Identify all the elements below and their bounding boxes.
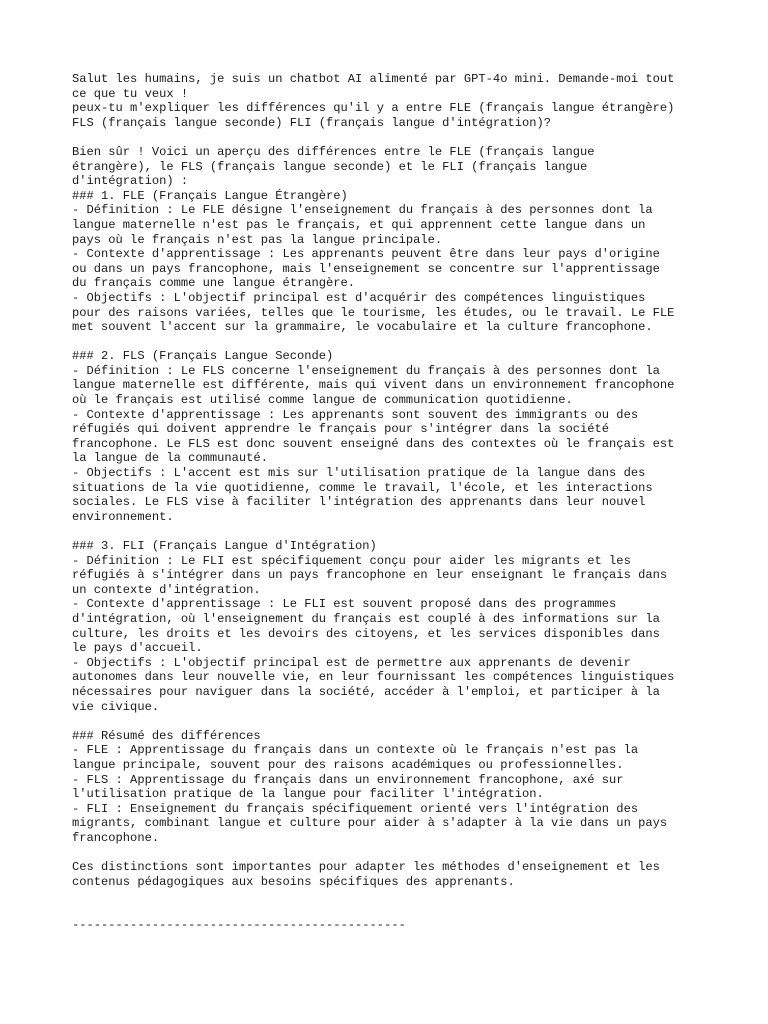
text-line: d'intégration, où l'enseignement du français est couplé à des informations sur la [72, 611, 660, 626]
text-line: ce que tu veux ! [72, 86, 189, 101]
summary-section [72, 729, 712, 846]
text-line: met souvent l'accent sur la grammaire, le vocabulaire et la culture francophone. [72, 320, 653, 335]
text-line: Bien sûr ! Voici un aperçu des différences entre le FLE (français langue [72, 144, 595, 159]
text-line: - Objectifs : L'accent est mis sur l'utilisation pratique de la langue dans des [72, 466, 646, 481]
text-line: vie civique. [72, 699, 160, 714]
document-body [72, 72, 712, 933]
text-line: - Définition : Le FLI est spécifiquement conçu pour aider les migrants et les [72, 553, 631, 568]
text-line: FLS (français langue seconde) FLI (français langue d'intégration)? [72, 115, 551, 130]
section-heading: ### 3. FLI (Français Langue d'Intégration) [72, 539, 377, 553]
text-line: nécessaires pour naviguer dans la société, accéder à l'emploi, et participer à la [72, 684, 660, 699]
text-line: autonomes dans leur nouvelle vie, en leur fournissant les compétences linguistiques [72, 670, 675, 685]
text-line: contenus pédagogiques aux besoins spécifiques des apprenants. [72, 874, 515, 889]
text-line: le pays d'accueil. [72, 641, 203, 656]
text-line: francophone. Le FLS est donc souvent enseigné dans des contextes où le français est [72, 436, 675, 451]
conclusion-paragraph [72, 860, 712, 889]
text-line: - Contexte d'apprentissage : Le FLI est souvent proposé dans des programmes [72, 597, 617, 612]
intro-paragraph [72, 72, 712, 130]
text-line: sociales. Le FLS vise à faciliter l'intégration des apprenants dans leur nouvel [72, 495, 646, 510]
text-line: peux-tu m'expliquer les différences qu'il y a entre FLE (français langue étrangère) [72, 101, 675, 116]
text-line: pays où le français n'est pas la langue principale. [72, 232, 443, 247]
text-line: langue maternelle n'est pas le français, et qui apprennent cette langue dans un [72, 217, 646, 232]
separator-text: ---------------------------------------------- [72, 918, 406, 933]
text-line: situations de la vie quotidienne, comme le travail, l'école, et les interactions [72, 480, 653, 495]
text-line: un contexte d'intégration. [72, 582, 261, 597]
text-line: la langue de la communauté. [72, 451, 268, 466]
text-line: l'utilisation pratique de la langue pour faciliter l'intégration. [72, 787, 544, 802]
text-line: Salut les humains, je suis un chatbot AI alimenté par GPT-4o mini. Demande-moi tout [72, 72, 675, 86]
text-line: culture, les droits et les devoirs des citoyens, et les services disponibles dans [72, 626, 660, 641]
text-line: Ces distinctions sont importantes pour adapter les méthodes d'enseignement et les [72, 860, 660, 875]
text-line: - Objectifs : L'objectif principal est de permettre aux apprenants de devenir [72, 655, 631, 670]
text-line: - Contexte d'apprentissage : Les apprenants peuvent être dans leur pays d'origine [72, 247, 660, 262]
text-line: environnement. [72, 509, 174, 524]
text-line: - Définition : Le FLE désigne l'enseignement du français à des personnes dont la [72, 203, 653, 218]
text-line: - FLE : Apprentissage du français dans un contexte où le français n'est pas la [72, 743, 639, 758]
text-line: - FLI : Enseignement du français spécifiquement orienté vers l'intégration des [72, 801, 639, 816]
section-heading: ### Résumé des différences [72, 728, 261, 743]
fls-section [72, 349, 712, 524]
text-line: - Objectifs : L'objectif principal est d'acquérir des compétences linguistiques [72, 290, 646, 305]
text-line: langue maternelle est différente, mais qui vivent dans un environnement francophone [72, 378, 675, 393]
section-heading: ### 1. FLE (Français Langue Étrangère) [72, 188, 348, 203]
text-line: pour des raisons variées, telles que le tourisme, les études, ou le travail. Le FLE [72, 305, 675, 320]
fli-section [72, 539, 712, 714]
text-line: où le français est utilisé comme langue de communication quotidienne. [72, 393, 573, 408]
text-line: du français comme une langue étrangère. [72, 276, 356, 291]
fle-section [72, 145, 712, 335]
text-line: étrangère), le FLS (français langue seconde) et le FLI (français langue [72, 159, 588, 174]
text-line: - FLS : Apprentissage du français dans un environnement francophone, axé sur [72, 772, 624, 787]
text-line: - Contexte d'apprentissage : Les apprenants sont souvent des immigrants ou des [72, 407, 639, 422]
section-heading: ### 2. FLS (Français Langue Seconde) [72, 349, 334, 364]
text-line: langue principale, souvent pour des raisons académiques ou professionnelles. [72, 757, 624, 772]
separator-line [72, 918, 712, 933]
text-line: réfugiés à s'intégrer dans un pays francophone en leur enseignant le français dans [72, 568, 668, 583]
text-line: réfugiés qui doivent apprendre le français pour s'intégrer dans la société [72, 422, 610, 437]
text-line: migrants, combinant langue et culture pour aider à s'adapter à la vie dans un pays [72, 816, 668, 831]
text-line: ou dans un pays francophone, mais l'enseignement se concentre sur l'apprentissage [72, 261, 660, 276]
text-line: francophone. [72, 830, 160, 845]
text-line: - Définition : Le FLS concerne l'enseignement du français à des personnes dont la [72, 363, 660, 378]
text-line: d'intégration) : [72, 174, 189, 189]
